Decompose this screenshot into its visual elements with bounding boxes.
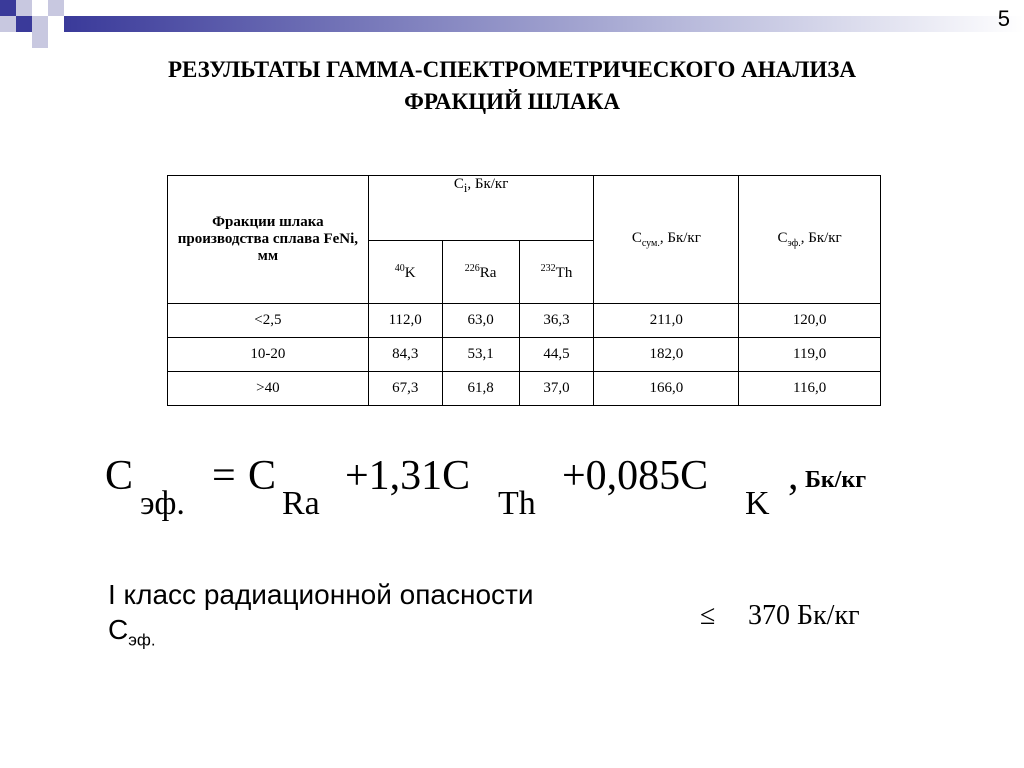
header-ceff-symbol: C bbox=[777, 230, 788, 246]
header-ci-symbol: C bbox=[453, 176, 464, 192]
cell-ra: 61,8 bbox=[442, 372, 519, 406]
cell-ra: 53,1 bbox=[442, 338, 519, 372]
header-th232 bbox=[519, 241, 594, 304]
table-row bbox=[168, 304, 881, 338]
cell-th: 44,5 bbox=[519, 338, 594, 372]
formula-unit: Бк/кг bbox=[805, 467, 867, 493]
header-fraction-text: Фракции шлака производства сплава FeNi, мм bbox=[177, 214, 359, 264]
header-th232-sup: 232 bbox=[540, 262, 556, 274]
header-ceff-unit: , Бк/кг bbox=[800, 230, 842, 246]
header-ra226-sup: 226 bbox=[464, 262, 480, 274]
formula-sub-ra: Ra bbox=[282, 485, 320, 522]
header-fraction bbox=[168, 176, 369, 304]
cell-th: 37,0 bbox=[519, 372, 594, 406]
header-decoration bbox=[0, 0, 1024, 60]
title-line-2: ФРАКЦИЙ ШЛАКА bbox=[404, 89, 620, 114]
cell-k: 84,3 bbox=[368, 338, 442, 372]
header-ceff bbox=[739, 176, 881, 304]
header-ra226-symbol: Ra bbox=[479, 264, 497, 281]
header-k40 bbox=[368, 241, 442, 304]
cell-fraction: >40 bbox=[168, 372, 369, 406]
cell-fraction: 10-20 bbox=[168, 338, 369, 372]
class-symbol bbox=[108, 614, 156, 651]
header-csum-symbol: C bbox=[631, 230, 642, 246]
formula-term-th: +1,31C bbox=[345, 453, 471, 499]
formula-term-k: +0,085C bbox=[562, 453, 709, 499]
formula-equals: = bbox=[212, 453, 236, 499]
header-ci bbox=[368, 176, 594, 241]
cell-eff: 120,0 bbox=[739, 304, 881, 338]
formula-sub-eff: эф. bbox=[140, 485, 185, 522]
header-ci-unit: , Бк/кг bbox=[467, 176, 509, 192]
table-row bbox=[168, 372, 881, 406]
results-table bbox=[167, 175, 881, 406]
cell-k: 67,3 bbox=[368, 372, 442, 406]
class-value: 370 Бк/кг bbox=[748, 600, 860, 631]
header-ceff-sub: эф. bbox=[787, 238, 801, 249]
cell-sum: 166,0 bbox=[594, 372, 739, 406]
formula-c-ra: C bbox=[248, 453, 277, 499]
header-ra226 bbox=[442, 241, 519, 304]
page-title bbox=[0, 54, 1024, 118]
formula-sub-th: Th bbox=[498, 485, 536, 522]
cell-eff: 119,0 bbox=[739, 338, 881, 372]
header-ci-sub: i bbox=[463, 181, 468, 195]
formula-comma: , bbox=[788, 453, 799, 499]
slide-number: 5 bbox=[997, 6, 1010, 31]
cell-sum: 182,0 bbox=[594, 338, 739, 372]
title-line-1: РЕЗУЛЬТАТЫ ГАММА-СПЕКТРОМЕТРИЧЕСКОГО АНАЛИЗА bbox=[168, 57, 856, 82]
class-label: I класс радиационной опасности bbox=[108, 579, 534, 610]
header-csum-unit: , Бк/кг bbox=[659, 230, 701, 246]
header-csum bbox=[594, 176, 739, 304]
cell-k: 112,0 bbox=[368, 304, 442, 338]
less-equal-sign: ≤ bbox=[700, 600, 716, 631]
cell-th: 36,3 bbox=[519, 304, 594, 338]
header-k40-sup: 40 bbox=[394, 262, 405, 274]
cell-ra: 63,0 bbox=[442, 304, 519, 338]
cell-fraction: <2,5 bbox=[168, 304, 369, 338]
class-symbol-sub: эф. bbox=[128, 630, 156, 650]
cell-eff: 116,0 bbox=[739, 372, 881, 406]
formula-c-eff: C bbox=[105, 453, 134, 499]
header-k40-symbol: K bbox=[404, 264, 416, 281]
header-th232-symbol: Th bbox=[555, 264, 573, 281]
class-symbol-c: C bbox=[108, 614, 129, 645]
table-row bbox=[168, 338, 881, 372]
header-csum-sub: сум. bbox=[641, 238, 660, 249]
cell-sum: 211,0 bbox=[594, 304, 739, 338]
formula-sub-k: K bbox=[745, 485, 770, 522]
